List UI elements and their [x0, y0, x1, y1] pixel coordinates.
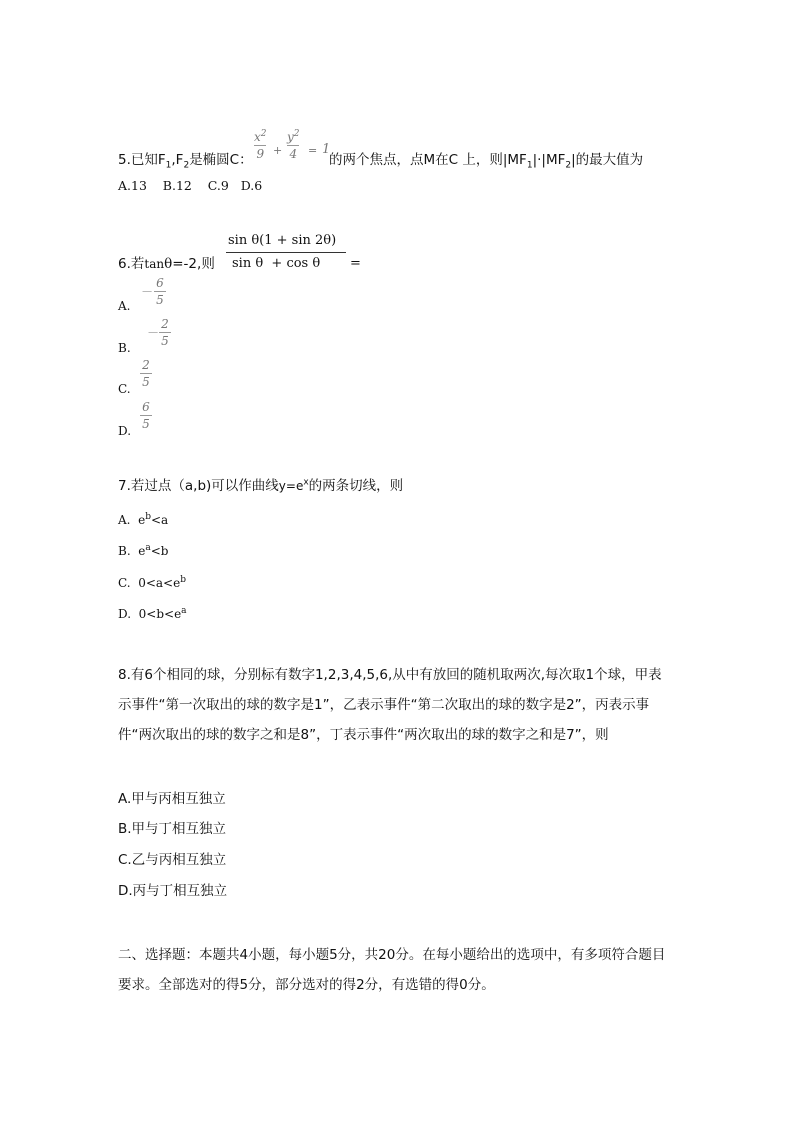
q7-option-d: D. $0<b<e^a$	[118, 606, 187, 621]
q7-option-b: B. $e^a<b$	[118, 543, 169, 558]
q7-option-c: C. $0<a<e^b$	[118, 575, 186, 590]
q6-equals: =	[350, 256, 361, 271]
q8-option-c: C.乙与丙相互独立	[118, 852, 227, 868]
q5-options: A.13 B.12 C.9 D.6	[118, 178, 263, 193]
q5-stem-end: 的两个焦点，点M在C 上，则$|MF_1|\cdot|MF_2|$的最大值为	[329, 152, 644, 171]
q6-stem: 6.若tanθ=-2,则	[118, 256, 215, 272]
q6-denominator: sin θ + cos θ	[232, 256, 321, 271]
q7-option-a: A. $e^b<a$	[118, 512, 169, 527]
q8-option-d: D.丙与丁相互独立	[118, 883, 228, 899]
q5-stem-start: 5.已知$F_1,F_2$是椭圆C：	[118, 152, 253, 171]
section-2-instructions: 二、选择题：本题共4小题，每小题5分，共20分。在每小题给出的选项中，有多项符合题目要求。全部选对的得5分，部分选对的得2分，有选错的得0分。	[118, 947, 666, 993]
q7-stem: 7.若过点（a,b)可以作曲线$y=e^x$的两条切线，则	[118, 477, 404, 494]
q8-stem: 8.有6个相同的球，分别标有数字1,2,3,4,5,6,从中有放回的随机取两次,每次取1个球，甲表示事件“第一次取出的球的数字是1”，乙表示事件“第二次取出的球的数字是2”，丙表示事件“两次取出的球的数字之和是8”，丁表示事件“两次取出的球的数字之和是7”，则	[118, 667, 662, 743]
q8-option-a: A.甲与丙相互独立	[118, 791, 226, 807]
q6-numerator: sin θ(1 + sin 2θ)	[228, 233, 337, 248]
q8-option-b: B.甲与丁相互独立	[118, 821, 227, 837]
q6-fraction-bar	[226, 252, 346, 253]
